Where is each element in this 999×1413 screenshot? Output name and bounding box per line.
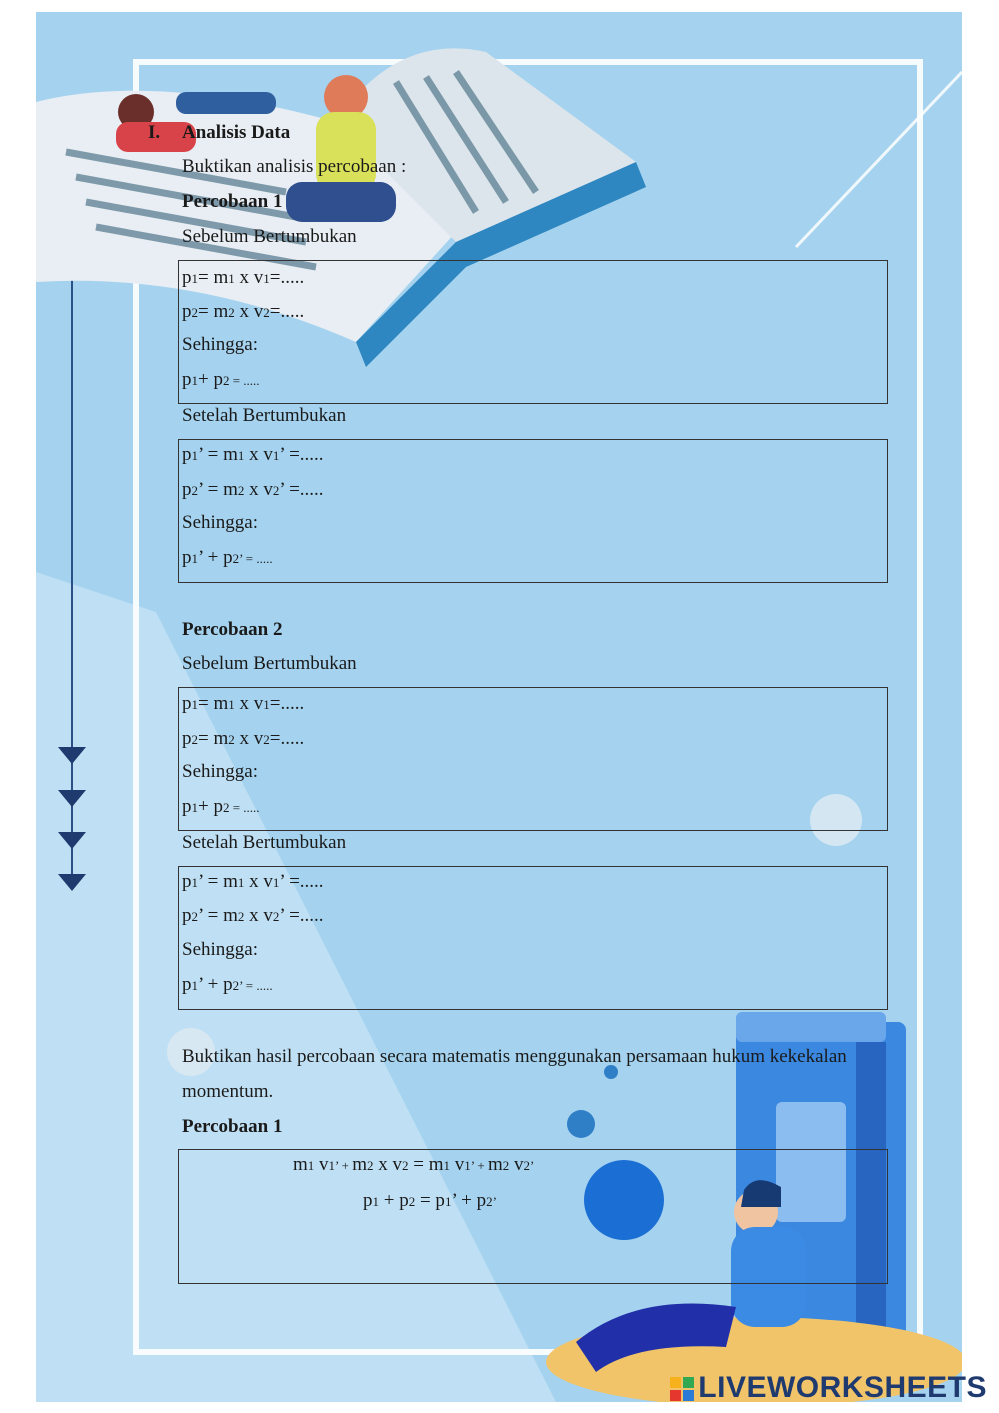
percobaan1-title: Percobaan 1: [182, 191, 283, 212]
p1-after-line3: Sehingga:: [182, 512, 258, 533]
p2-before-line1: p1= m1 x v1=.....: [182, 693, 305, 714]
percobaan2-title: Percobaan 2: [182, 619, 283, 640]
liveworksheets-icon: [670, 1377, 694, 1401]
p2-after-line2: p2’ = m2 x v2’ =.....: [182, 905, 324, 926]
p1-after-box[interactable]: [178, 439, 888, 583]
p2-after-label: Setelah Bertumbukan: [182, 832, 347, 853]
p1-after-label: Setelah Bertumbukan: [182, 405, 347, 426]
p1-after-line4: p1’ + p2’ = .....: [182, 547, 273, 568]
p2-before-line3: Sehingga:: [182, 761, 258, 782]
liveworksheets-logo: [670, 1371, 987, 1405]
p2-after-line4: p1’ + p2’ = .....: [182, 974, 273, 995]
momentum-sum-equation: p1 + p2 = p1’ + p2’: [363, 1190, 497, 1211]
p2-before-line4: p1+ p2 = .....: [182, 796, 260, 817]
p1-before-box[interactable]: [178, 260, 888, 404]
prove-percobaan1-title: Percobaan 1: [182, 1116, 283, 1137]
p1-after-line2: p2’ = m2 x v2’ =.....: [182, 479, 324, 500]
brand-name: LIVEWORKSHEETS: [698, 1371, 987, 1404]
p2-before-box[interactable]: [178, 687, 888, 831]
section-number: I.: [148, 122, 161, 143]
p2-after-line3: Sehingga:: [182, 939, 258, 960]
p1-after-line1: p1’ = m1 x v1’ =.....: [182, 444, 324, 465]
momentum-equation: m1 v1’ + m2 x v2 = m1 v1’ + m2 v2’: [293, 1154, 535, 1175]
p1-before-line1: p1= m1 x v1=.....: [182, 267, 305, 288]
p2-before-label: Sebelum Bertumbukan: [182, 653, 357, 674]
p2-after-line1: p1’ = m1 x v1’ =.....: [182, 871, 324, 892]
p1-before-line2: p2= m2 x v2=.....: [182, 301, 305, 322]
section-title: Analisis Data: [182, 122, 291, 143]
p1-before-line4: p1+ p2 = .....: [182, 369, 260, 390]
p2-before-line2: p2= m2 x v2=.....: [182, 728, 305, 749]
p1-before-label: Sebelum Bertumbukan: [182, 226, 357, 247]
prove-line2: momentum.: [182, 1081, 274, 1102]
p2-after-box[interactable]: [178, 866, 888, 1010]
intro-text: Buktikan analisis percobaan :: [182, 156, 407, 177]
prove-answer-box[interactable]: [178, 1149, 888, 1284]
prove-line1: Buktikan hasil percobaan secara matematis menggunakan persamaan hukum kekekalan: [182, 1046, 847, 1067]
p1-before-line3: Sehingga:: [182, 334, 258, 355]
